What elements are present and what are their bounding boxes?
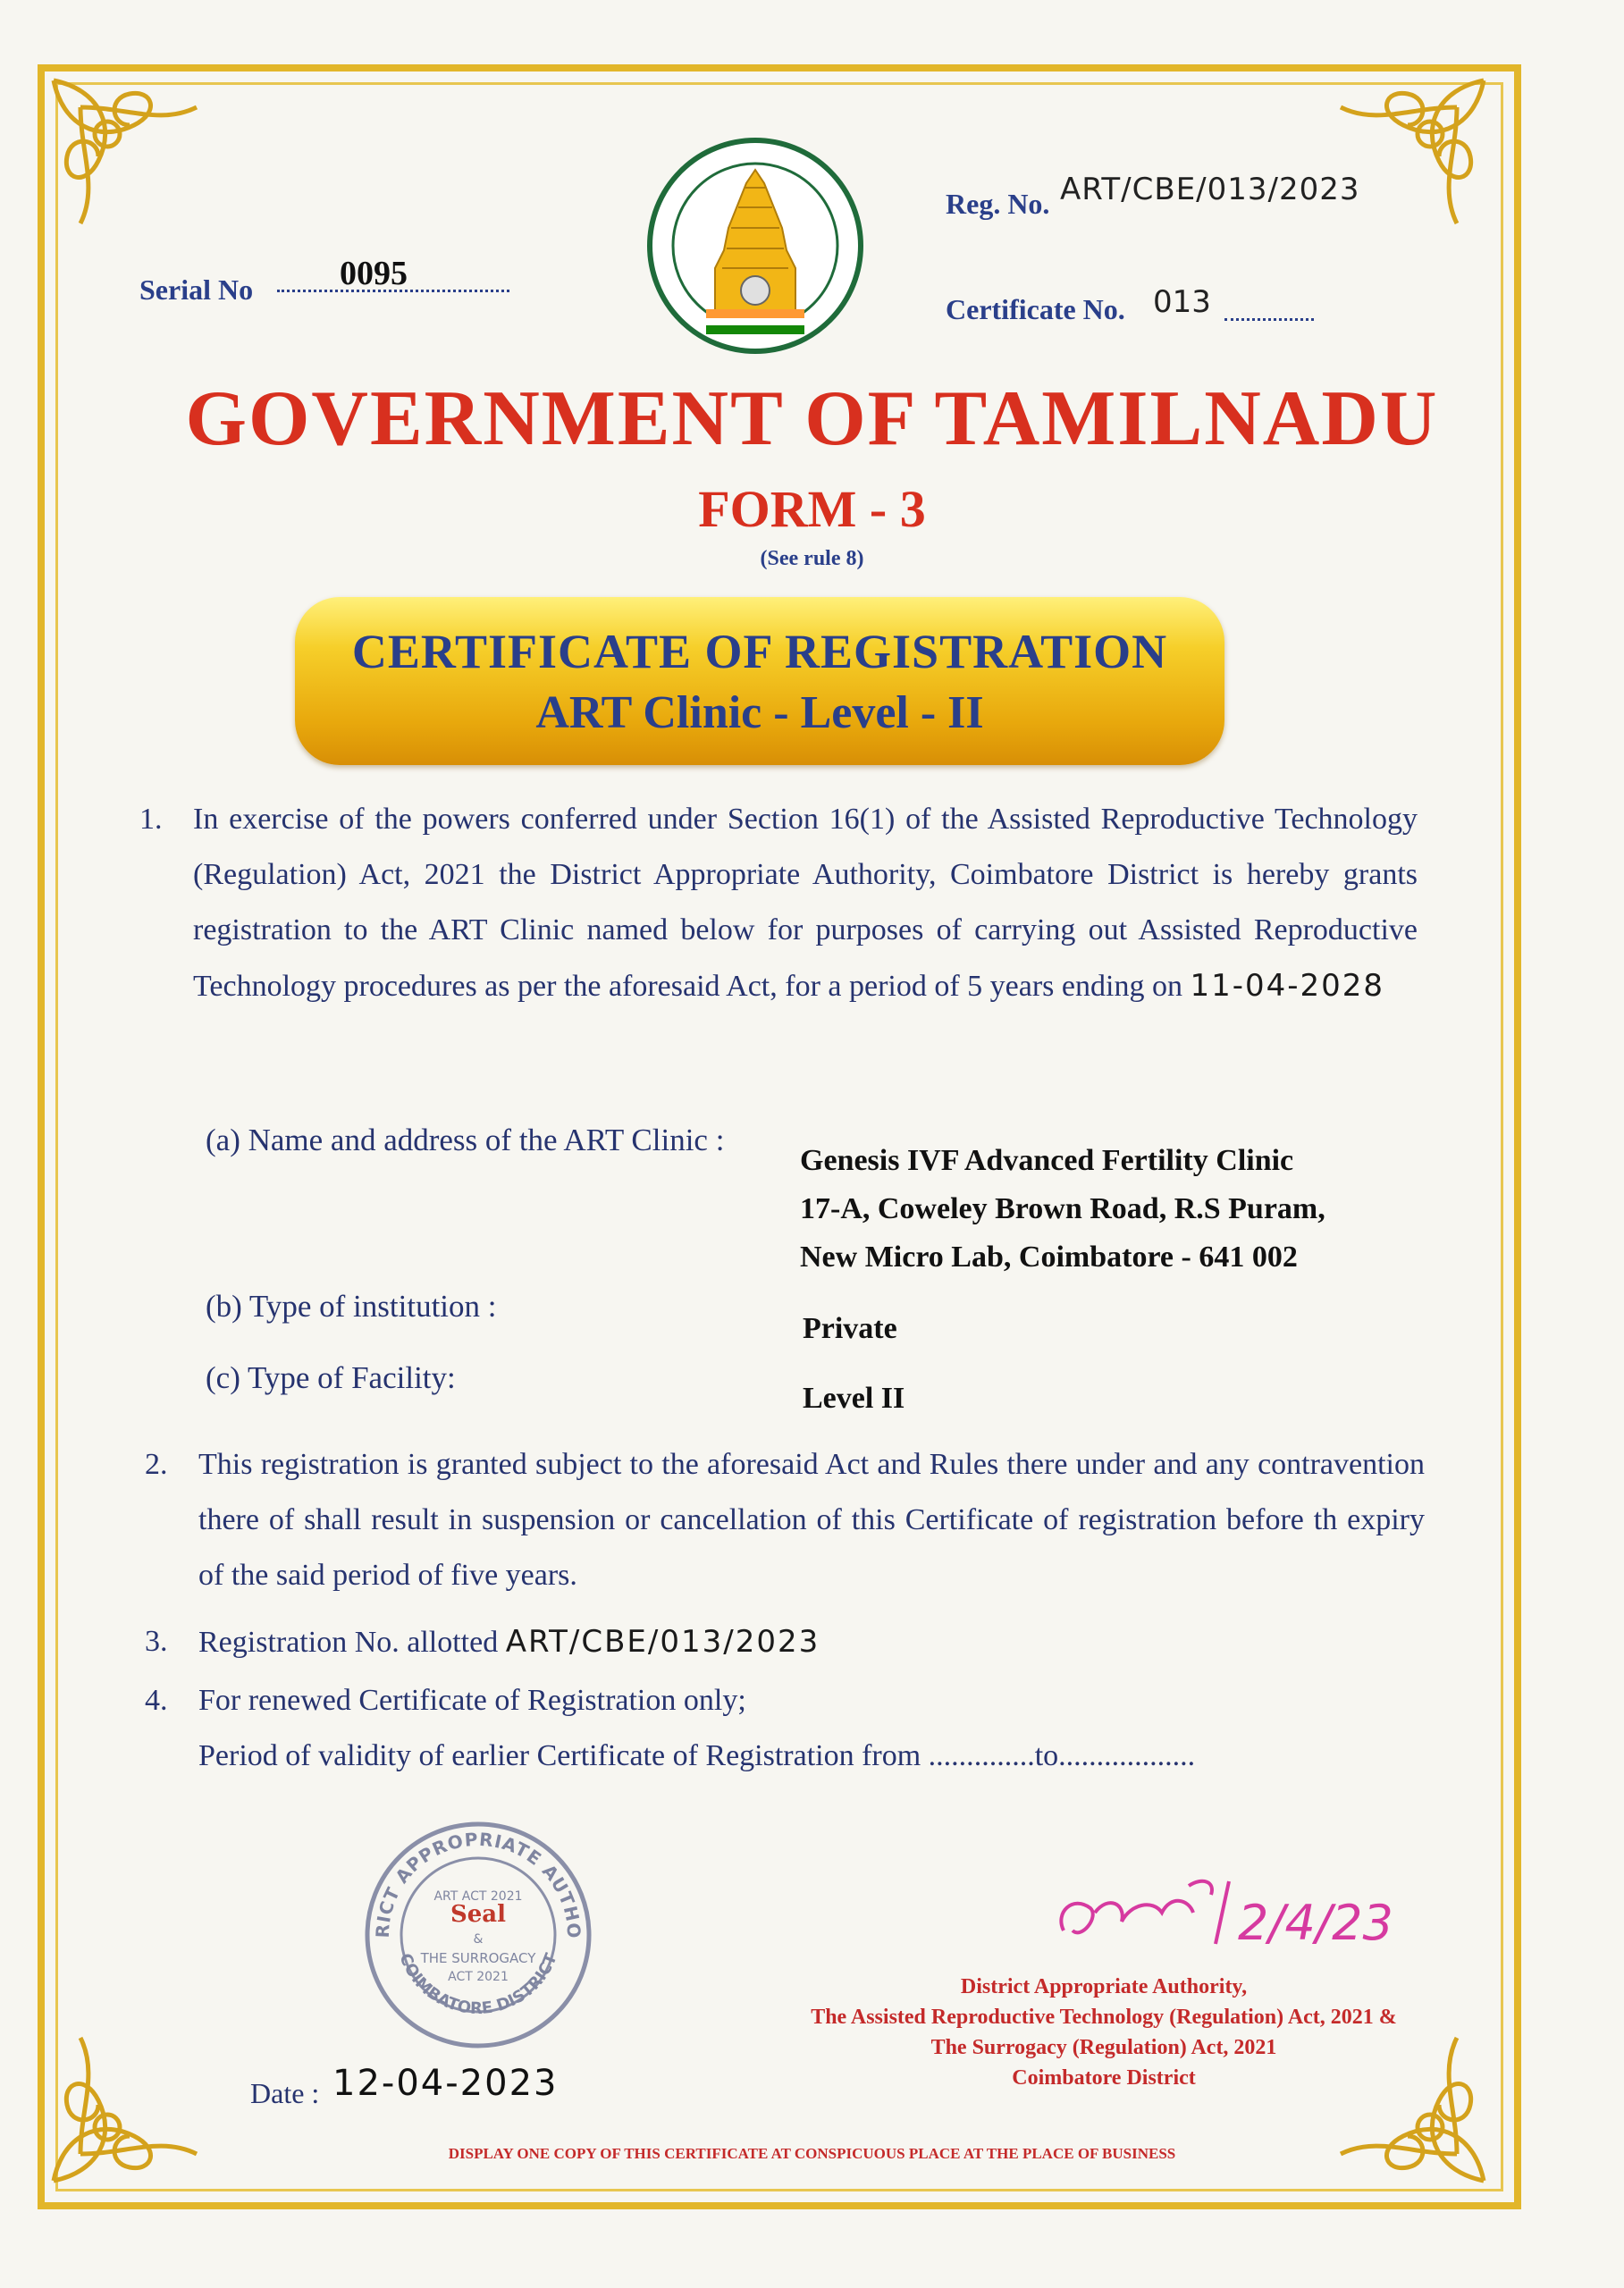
government-title: GOVERNMENT OF TAMILNADU <box>185 375 1439 462</box>
corner-flourish-icon <box>45 72 250 277</box>
certificate-banner <box>295 597 1224 765</box>
clinic-name: Genesis IVF Advanced Fertility Clinic <box>800 1144 1294 1177</box>
clinic-address-line2: New Micro Lab, Coimbatore - 641 002 <box>800 1241 1298 1274</box>
banner-title: CERTIFICATE OF REGISTRATION <box>351 625 1168 678</box>
signature-date: 2/4/23 <box>1238 1895 1393 1951</box>
clause-3-text: Registration No. allotted <box>198 1626 499 1659</box>
validity-end-dots: ........... <box>1111 1739 1196 1772</box>
seal-bottom-text: COIMBATORE DISTRICT <box>395 1950 561 2019</box>
clause-2 <box>145 1437 1425 1603</box>
registration-end-date: 11-04-2028 <box>1190 968 1385 1004</box>
authority-line3: The Surrogacy (Regulation) Act, 2021 <box>930 2036 1277 2059</box>
form-title: FORM - 3 <box>698 480 926 538</box>
clause-number: 2. <box>145 1448 168 1481</box>
clause-4 <box>145 1673 1425 1784</box>
seal-center-line3: THE SURROGACY <box>420 1950 536 1966</box>
clause-1-text: In exercise of the powers conferred under Section 16(1) of the Assisted Reproductive Technology (Regulation) Act, 2021 the District Appropriate Authority, Coimbatore District is hereby grants registration to the ART Clinic named below for purposes of carrying out Assisted Reproductive Technology procedures as per the aforesaid Act, for a period of 5 years ending on <box>193 803 1418 1003</box>
seal-center-line1: ART ACT 2021 <box>433 1889 523 1904</box>
seal-center-line2: & <box>473 1932 484 1947</box>
date-label: Date : <box>250 2077 320 2109</box>
reg-no-label: Reg. No. <box>946 188 1050 220</box>
banner-subtitle: ART Clinic - Level - II <box>535 687 984 738</box>
clause-number: 4. <box>145 1684 168 1717</box>
clause-1 <box>139 792 1418 1014</box>
official-seal-stamp <box>358 1814 599 2056</box>
seal-word: Seal <box>450 1901 507 1928</box>
certificate-dotted-line <box>1224 318 1314 321</box>
authority-line4: Coimbatore District <box>1012 2066 1196 2090</box>
rule-note: (See rule 8) <box>760 547 864 570</box>
issue-date: 12-04-2023 <box>332 2063 559 2104</box>
reg-no-value: ART/CBE/013/2023 <box>1060 172 1360 207</box>
clinic-name-address <box>800 1137 1325 1282</box>
clause-4-line2 <box>198 1729 1425 1784</box>
clinic-name-label: (a) Name and address of the ART Clinic : <box>206 1123 725 1157</box>
certificate-no-label: Certificate No. <box>946 293 1125 325</box>
seal-center-line4: ACT 2021 <box>448 1970 509 1984</box>
authority-signature <box>1046 1859 1421 1966</box>
validity-to-text: ........to....... <box>973 1739 1112 1772</box>
authority-block <box>742 1972 1466 2093</box>
facility-type-label: (c) Type of Facility: <box>206 1360 456 1395</box>
clause-2-text: This registration is granted subject to the aforesaid Act and Rules there under and any contravention there of shall result in suspension or cancellation of this Certificate of registration before th expiry of the said period of five years. <box>198 1448 1425 1592</box>
institution-type-label: (b) Type of institution : <box>206 1289 497 1324</box>
clinic-address-line1: 17-A, Coweley Brown Road, R.S Puram, <box>800 1192 1325 1225</box>
authority-line1: District Appropriate Authority, <box>960 1975 1248 1998</box>
institution-type-value: Private <box>803 1312 897 1345</box>
clause-4-line1: For renewed Certificate of Registration only; <box>198 1684 746 1717</box>
authority-line2: The Assisted Reproductive Technology (Regulation) Act, 2021 & <box>811 2006 1397 2029</box>
clause-number: 1. <box>139 803 163 836</box>
seal-ring-text: RICT APPROPRIATE AUTHO <box>371 1828 585 1939</box>
facility-type-value: Level II <box>803 1382 905 1415</box>
tamilnadu-emblem-icon <box>644 134 867 366</box>
serial-label: Serial No <box>139 273 254 306</box>
display-notice: DISPLAY ONE COPY OF THIS CERTIFICATE AT CONSPICUOUS PLACE AT THE PLACE OF BUSINESS <box>448 2145 1176 2162</box>
validity-from-text: Period of validity of earlier Certificate of Registration from ...... <box>198 1739 974 1772</box>
clause-number: 3. <box>145 1625 168 1658</box>
serial-number: 0095 <box>340 255 408 292</box>
clause-3 <box>145 1614 1425 1670</box>
registration-number-allotted: ART/CBE/013/2023 <box>505 1624 820 1660</box>
certificate-no-value: 013 <box>1153 284 1211 320</box>
